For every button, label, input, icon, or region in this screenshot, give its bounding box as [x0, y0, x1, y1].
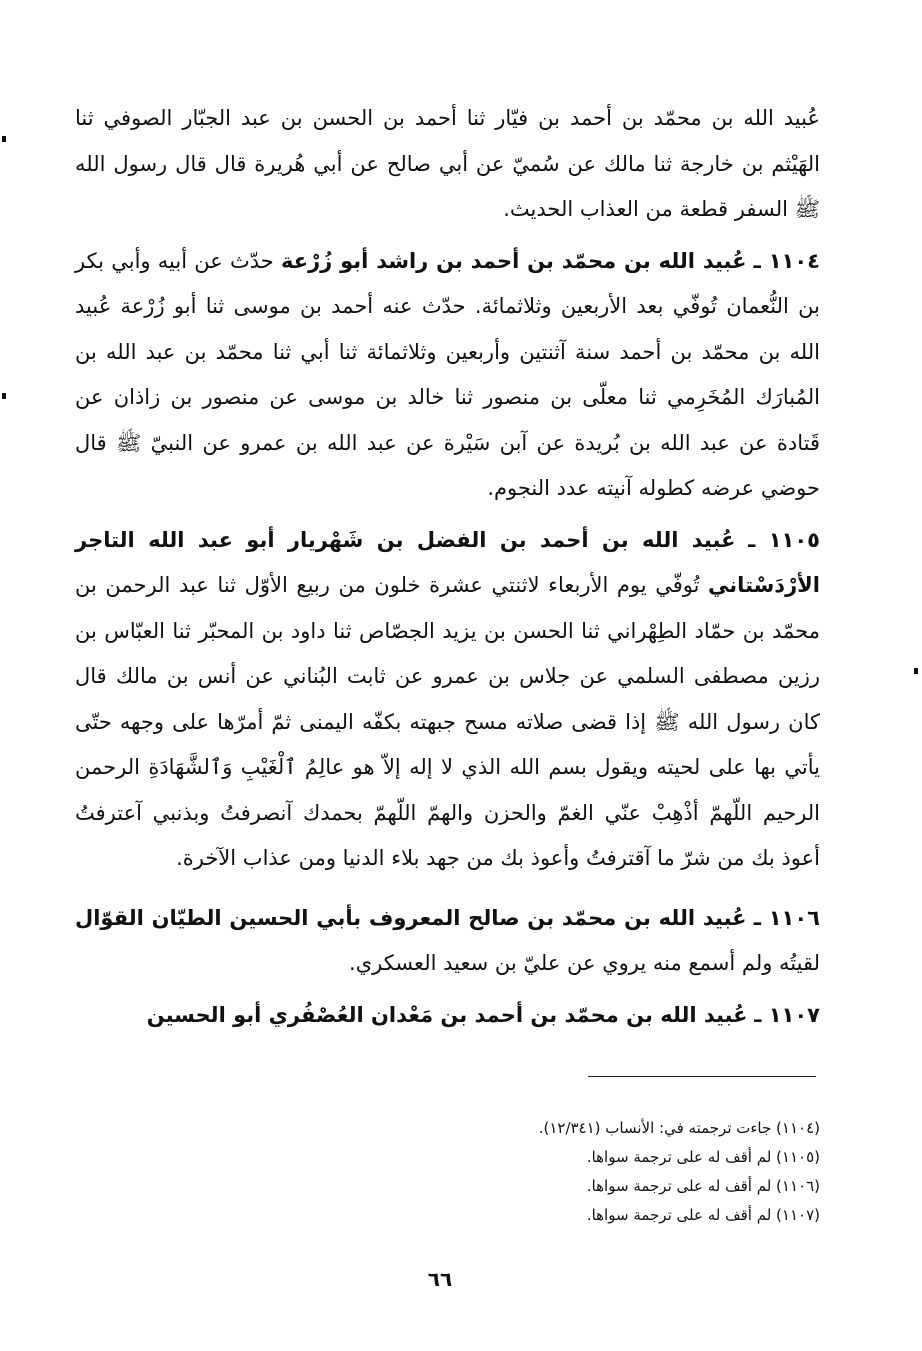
- margin-mark: [2, 393, 6, 399]
- footnote-1107: (١١٠٧) لم أقف له على ترجمة سواها.: [586, 1206, 820, 1224]
- entry-number: ١١٠٧ ـ: [754, 1002, 820, 1027]
- footnotes: [440, 1114, 820, 1230]
- entry-body: لقيتُه ولم أسمع منه يروي عن عليّ بن سعيد العسكري.: [349, 951, 820, 975]
- margin-mark: [2, 136, 6, 142]
- entry-1106: [75, 896, 820, 987]
- entry-body: تُوفّي يوم الأربعاء لاثنتي عشرة خلون من ربيع الأوّل ثنا عبد الرحمن بن محمّد بن حمّاد الطِهْراني ثنا الحسن بن يزيد الجصّاص ثنا داود بن المحبّر ثنا العبّاس بن رزين مصطفى السلمي عن جلاس بن عمرو عن ثابت البُناني عن أنس بن مالك قال كان رسول الله ﷺ إذا قضى صلاته مسح جبهته بكفّه اليمنى ثمّ أمرّها على وجهه حتّى يأتي بها على لحيته ويقول بسم الله الذي لا إله إلاّ هو عالِمُ ٱلْغَيْبِ وَٱلشَّهَادَةِ الرحمن الرحيم اللّهمّ أذْهِبْ عنّي الغمّ والحزن والهمّ اللّهمّ بحمدك آنصرفتُ وبذنبي آعترفتُ أعوذ بك من شرّ ما آقترفتُ وأعوذ بك من جهد بلاء الدنيا ومن عذاب الآخرة.: [75, 573, 820, 870]
- paragraph-continuation: عُبيد الله بن محمّد بن أحمد بن فيّار ثنا أحمد بن الحسن بن عبد الجبّار الصوفي ثنا الهَيْثم بن خارجة ثنا مالك عن سُميّ عن أبي صالح عن أبي هُريرة قال قال رسول الله ﷺ السفر قطعة من العذاب الحديث.: [75, 106, 820, 221]
- footnote-1106: (١١٠٦) لم أقف له على ترجمة سواها.: [586, 1177, 820, 1195]
- entry-heading: عُبيد الله بن محمّد بن أحمد بن راشد أبو زُرْعة: [280, 248, 747, 273]
- entry-1104: [75, 239, 820, 512]
- entry-number: ١١٠٥ ـ: [748, 527, 820, 552]
- entry-number: ١١٠٦ ـ: [753, 905, 820, 930]
- entry-1107: [75, 993, 820, 1039]
- entry-heading: عُبيد الله بن أحمد بن الفضل بن شَهْريار أبو عبد الله التاجر الأرْدَسْتاني: [75, 527, 820, 597]
- footnote-divider: [588, 1076, 816, 1077]
- entry-heading: عُبيد الله بن محمّد بن صالح المعروف بأبي الحسين الطيّان القوّال: [75, 905, 747, 930]
- entry-heading: عُبيد الله بن محمّد بن أحمد بن مَعْدان العُصْفُري أبو الحسين: [146, 1002, 748, 1027]
- margin-mark: [914, 668, 918, 674]
- entry-body: حدّث عن أبيه وأبي بكر بن النُّعمان تُوفّي بعد الأربعين وثلاثمائة. حدّث عنه أحمد بن موسى ثنا أبو زُرْعة عُبيد الله بن محمّد بن أحمد سنة آثنتين وأربعين وثلاثمائة ثنا أبي ثنا محمّد بن عبد الله بن المُبارَك المُخَرِمي ثنا معلّى بن منصور ثنا خالد بن موسى عن منصور بن زاذان عن قَتادة عن عبد الله بن بُريدة عن آبن سَيْرة عن عبد الله بن عمرو عن النبيّ ﷺ قال حوضي عرضه كطوله آنيته عدد النجوم.: [75, 248, 820, 500]
- footnote-1105: (١١٠٥) لم أقف له على ترجمة سواها.: [586, 1148, 820, 1166]
- entry-1105: [75, 518, 820, 882]
- main-text: [75, 96, 820, 1038]
- page-number: ٦٦: [427, 1267, 453, 1291]
- footnote-1104: (١١٠٤) جاءت ترجمته في: الأنساب (١٢/٣٤١).: [538, 1119, 820, 1137]
- entry-number: ١١٠٤ ـ: [753, 248, 820, 273]
